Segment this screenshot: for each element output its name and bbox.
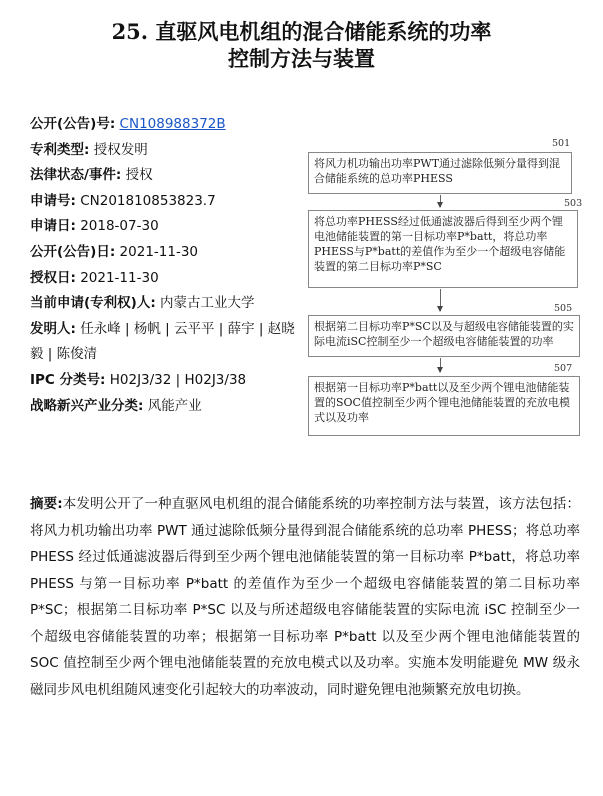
app-date-value: 2018-07-30 (80, 218, 159, 235)
ipc-value: H02J3/32 | H02J3/38 (109, 371, 247, 388)
inventors-value: 任永峰 | 杨帆 | 云平平 | 薛宇 | 赵晓毅 | 陈俊清 (30, 320, 295, 363)
abstract-section (30, 491, 580, 703)
grant-date-row (30, 266, 300, 292)
ipc-row (30, 368, 300, 394)
legal-status-label: 法律状态/事件: (30, 167, 122, 184)
abstract-text: 本发明公开了一种直驱风电机组的混合储能系统的功率控制方法与装置，该方法包括：将风力机功输出功率 PWT 通过滤除低频分量得到混合储能系统的总功率 PHESS；将总功率 PHESS 经过低通滤波器后得到至少两个锂电池储能装置的第一目标功率 P*batt，将总功率 PHESS 与第一目标功率 P*batt 的差值作为至少一个超级电容储能装置的第二目标功率 P*SC；根据第二目标功率 P*SC 以及与所述超级电容储能装置的实际电流 iSC 控制至少一个超级电容储能装置的功率；根据第一目标功率 P*batt 以及至少两个锂电池储能装置的 SOC 值控制至少两个锂电池储能装置的充放电模式以及功率。实施本发明能避免 MW 级永磁同步风电机组随风速变化引起较大的功率波动，同时避免锂电池频繁充放电切换。 (30, 496, 581, 698)
applicant-value: 内蒙古工业大学 (160, 295, 255, 312)
flow-arrow-1 (440, 195, 441, 207)
pub-date-value: 2021-11-30 (119, 243, 199, 260)
pub-date-row (30, 240, 300, 266)
flow-arrow-2 (440, 289, 441, 311)
grant-date-label: 授权日: (30, 269, 76, 286)
legal-status-value: 授权 (125, 167, 153, 184)
inventors-row (30, 317, 300, 368)
app-no-row (30, 189, 300, 215)
app-date-label: 申请日: (30, 218, 76, 235)
step-507-number: 507 (554, 363, 573, 374)
grant-date-value: 2021-11-30 (80, 269, 159, 286)
applicant-row (30, 291, 300, 317)
title-line-2: 控制方法与装置 (228, 46, 375, 71)
inventors-label: 发明人: (30, 320, 76, 337)
step-501-number: 501 (552, 138, 571, 149)
patent-type-row (30, 138, 300, 164)
step-501-box: 将风力机功输出功率PWT通过滤除低频分量得到混合储能系统的总功率PHESS (308, 152, 572, 194)
pub-no-link[interactable]: CN108988372B (119, 116, 226, 132)
industry-value: 风能产业 (147, 397, 202, 414)
industry-row (30, 394, 300, 420)
applicant-label: 当前申请(专利权)人: (30, 295, 156, 312)
document-title (0, 18, 603, 72)
method-flowchart (306, 136, 584, 466)
patent-type-value: 授权发明 (93, 141, 148, 158)
step-503-number: 503 (564, 198, 583, 209)
ipc-label: IPC 分类号: (30, 371, 106, 388)
pub-no-label: 公开(公告)号: (30, 116, 116, 132)
industry-label: 战略新兴产业分类: (30, 397, 144, 414)
patent-metadata (30, 112, 300, 419)
legal-status-row (30, 163, 300, 189)
flow-arrow-3 (440, 358, 441, 372)
pub-date-label: 公开(公告)日: (30, 243, 116, 260)
app-date-row (30, 214, 300, 240)
app-no-label: 申请号: (30, 192, 76, 209)
step-505-number: 505 (554, 303, 573, 314)
abstract-label: 摘要: (30, 496, 63, 512)
title-line-1: 25. 直驱风电机组的混合储能系统的功率 (111, 19, 492, 44)
step-505-box: 根据第二目标功率P*SC以及与超级电容储能装置的实际电流iSC控制至少一个超级电容储能装置的功率 (308, 315, 580, 357)
patent-type-label: 专利类型: (30, 141, 90, 158)
app-no-value: CN201810853823.7 (80, 192, 216, 209)
step-503-box: 将总功率PHESS经过低通滤波器后得到至少两个锂电池储能装置的第一目标功率P*batt，将总功率PHESS与P*batt的差值作为至少一个超级电容储能装置的第二目标功率P*SC (308, 210, 578, 288)
pub-no-row (30, 112, 300, 138)
step-507-box: 根据第一目标功率P*batt以及至少两个锂电池储能装置的SOC值控制至少两个锂电池储能装置的充放电模式以及功率 (308, 376, 580, 436)
